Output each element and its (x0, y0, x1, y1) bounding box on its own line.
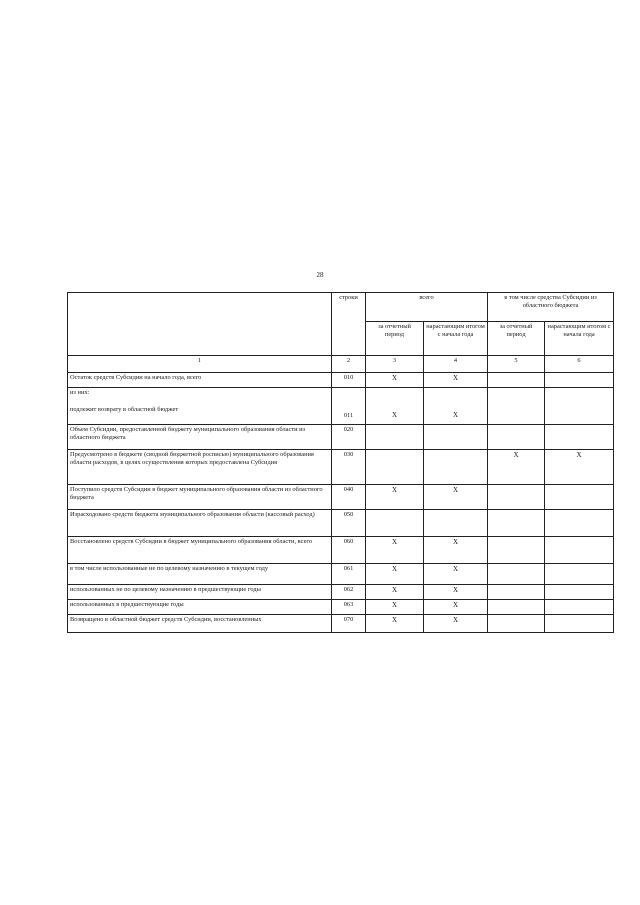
row-label: Возвращено в областной бюджет средств Субсидии, восстановленных (68, 615, 332, 633)
table-row (68, 600, 614, 615)
header-row-1 (68, 293, 614, 322)
table-row (68, 510, 614, 537)
subsidy-report-table (67, 292, 614, 633)
colnum-3: 3 (366, 356, 424, 373)
row-cell-c5 (488, 564, 545, 585)
colnum-5: 5 (488, 356, 545, 373)
row-label: Предусмотрено в бюджете (сводной бюджетной росписью) муниципального образования области расходов, в целях осуществления которых предоставлена Субсидия (68, 450, 332, 485)
row-cell-c5 (488, 510, 545, 537)
row-cell-c3 (366, 450, 424, 485)
table-row (68, 373, 614, 388)
row-cell-c4: X (424, 585, 488, 600)
row-code: 040 (332, 485, 366, 510)
row-cell-c4 (424, 510, 488, 537)
header-total-cumulative: нарастающим итогом с начала года (424, 322, 488, 356)
row-cell-c3: X (366, 485, 424, 510)
header-code: строки (332, 293, 366, 356)
header-empty-cell (68, 293, 332, 356)
row-cell-c6 (545, 373, 614, 388)
colnum-2: 2 (332, 356, 366, 373)
row-label (68, 388, 332, 425)
table-row (68, 615, 614, 633)
row-label-line: из них: (70, 389, 90, 396)
row-label-subline: подлежит возврату в областной бюджет (70, 406, 179, 413)
row-cell-c5 (488, 373, 545, 388)
row-cell-c5 (488, 537, 545, 564)
row-code: 020 (332, 425, 366, 450)
row-cell-c6 (545, 485, 614, 510)
header-subsidy: в том числе средства Субсидии из областного бюджета (488, 293, 614, 322)
row-cell-c6 (545, 585, 614, 600)
row-code: 062 (332, 585, 366, 600)
row-cell-c4: X (424, 564, 488, 585)
row-cell-c3: X (366, 373, 424, 388)
row-cell-c5 (488, 600, 545, 615)
row-cell-c3: X (366, 564, 424, 585)
row-label: использованных в предшествующие годы (68, 600, 332, 615)
header-subsidy-period: за отчетный период (488, 322, 545, 356)
row-cell-c4: X (424, 600, 488, 615)
row-cell-c3: X (366, 388, 424, 425)
column-numbers-row (68, 356, 614, 373)
row-cell-c6 (545, 615, 614, 633)
row-cell-c6 (545, 537, 614, 564)
colnum-1: 1 (68, 356, 332, 373)
table-row (68, 564, 614, 585)
colnum-4: 4 (424, 356, 488, 373)
row-cell-c5 (488, 485, 545, 510)
row-cell-c5 (488, 425, 545, 450)
row-cell-c6 (545, 564, 614, 585)
table-row (68, 585, 614, 600)
row-label: Остаток средств Субсидии на начало года, всего (68, 373, 332, 388)
row-code: 030 (332, 450, 366, 485)
row-cell-c5 (488, 585, 545, 600)
row-cell-c4: X (424, 373, 488, 388)
row-code: 063 (332, 600, 366, 615)
row-cell-c6 (545, 510, 614, 537)
row-cell-c6 (545, 425, 614, 450)
row-code: 010 (332, 373, 366, 388)
row-cell-c3: X (366, 615, 424, 633)
header-total-period: за отчетный период (366, 322, 424, 356)
row-label: Израсходовано средств бюджета муниципального образования области (кассовый расход) (68, 510, 332, 537)
row-cell-c3: X (366, 600, 424, 615)
row-label: в том числе использованные не по целевому назначению в текущем году (68, 564, 332, 585)
table-row (68, 450, 614, 485)
page-number: 28 (316, 271, 324, 279)
row-cell-c4 (424, 450, 488, 485)
row-cell-c6 (545, 388, 614, 425)
table-row (68, 425, 614, 450)
row-cell-c6 (545, 600, 614, 615)
header-subsidy-cumulative: нарастающим итогом с начала года (545, 322, 614, 356)
table-row (68, 388, 614, 425)
row-cell-c4: X (424, 388, 488, 425)
row-cell-c4: X (424, 485, 488, 510)
row-label: использованных не по целевому назначению в предшествующие годы (68, 585, 332, 600)
row-cell-c3: X (366, 537, 424, 564)
row-cell-c3 (366, 510, 424, 537)
row-cell-c3: X (366, 585, 424, 600)
row-cell-c5 (488, 615, 545, 633)
colnum-6: 6 (545, 356, 614, 373)
row-cell-c3 (366, 425, 424, 450)
row-cell-c5 (488, 388, 545, 425)
row-label: Восстановлено средств Субсидии в бюджет муниципального образования области, всего (68, 537, 332, 564)
row-cell-c4: X (424, 537, 488, 564)
row-cell-c5: X (488, 450, 545, 485)
row-code: 060 (332, 537, 366, 564)
row-code: 050 (332, 510, 366, 537)
header-total: всего (366, 293, 488, 322)
row-cell-c4: X (424, 615, 488, 633)
table-row (68, 537, 614, 564)
table-row (68, 485, 614, 510)
row-label: Поступило средств Субсидии в бюджет муниципального образования области из областного бюджета (68, 485, 332, 510)
row-code: 070 (332, 615, 366, 633)
row-label: Объем Субсидии, предоставленной бюджету муниципального образования области из областного бюджета (68, 425, 332, 450)
row-cell-c4 (424, 425, 488, 450)
row-code: 011 (332, 388, 366, 425)
row-code: 061 (332, 564, 366, 585)
row-cell-c6: X (545, 450, 614, 485)
